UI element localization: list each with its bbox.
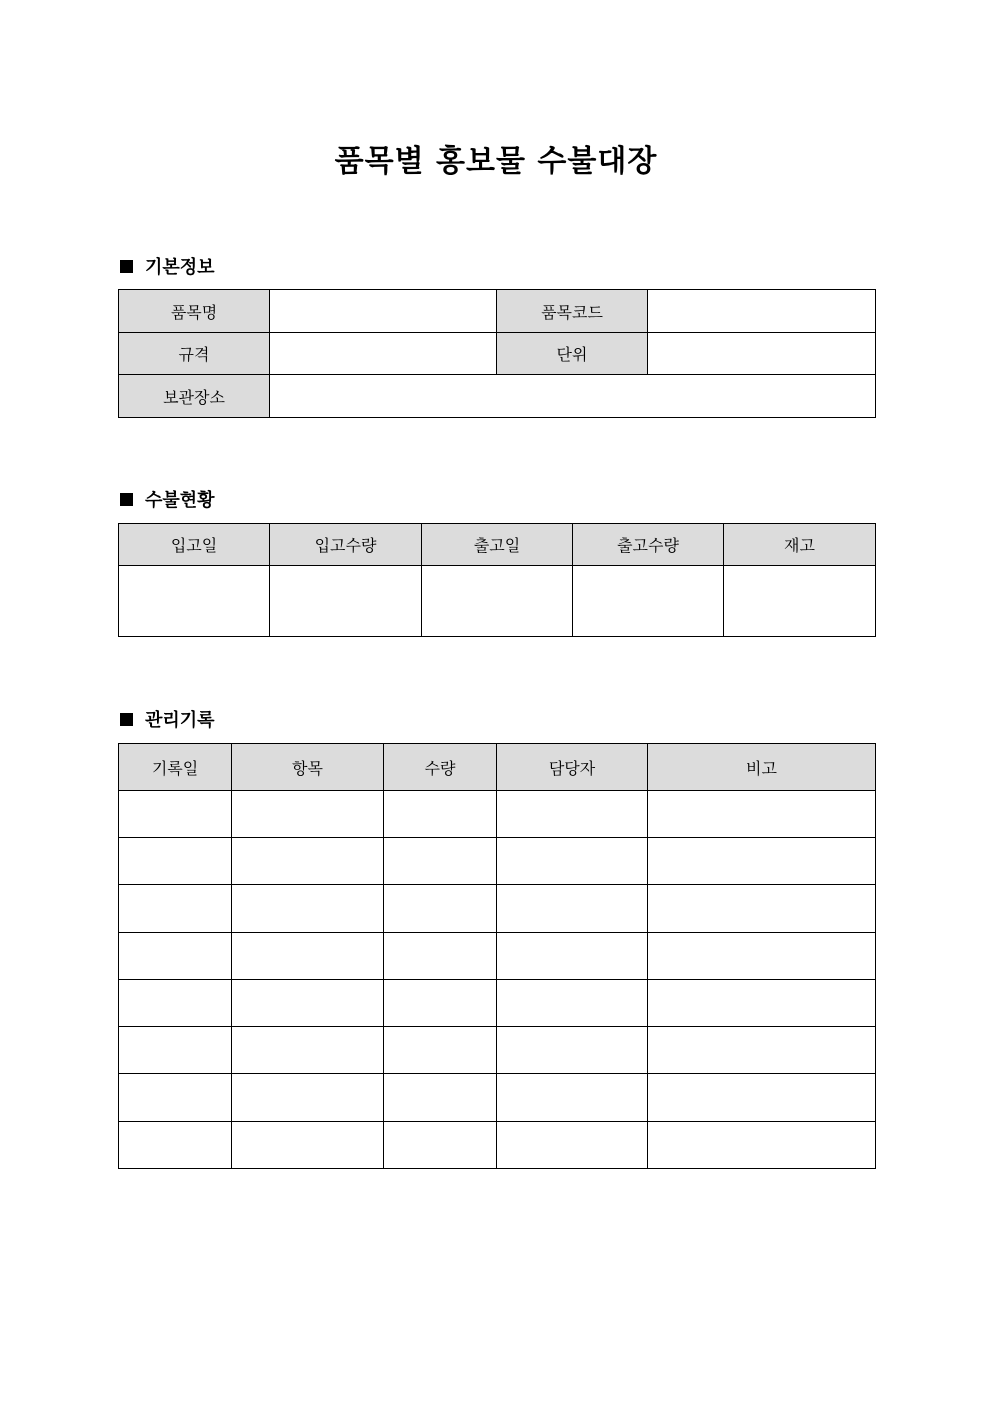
stock-cell[interactable] xyxy=(724,566,876,637)
item-cell[interactable] xyxy=(232,980,384,1027)
record-date-cell[interactable] xyxy=(119,933,232,980)
page-title: 품목별 홍보물 수불대장 xyxy=(334,144,658,179)
table-row xyxy=(119,1122,876,1169)
table-row xyxy=(119,566,876,637)
quantity-cell[interactable] xyxy=(384,1074,497,1122)
table-row xyxy=(119,933,876,980)
in-date-cell[interactable] xyxy=(119,566,270,637)
record-date-cell[interactable] xyxy=(119,1074,232,1122)
column-header-out-date: 출고일 xyxy=(422,524,573,566)
unit-label: 단위 xyxy=(497,333,648,375)
item-code-label: 품목코드 xyxy=(497,290,648,333)
manager-cell[interactable] xyxy=(497,1027,648,1074)
section-heading-basic-info xyxy=(120,253,215,279)
section-heading-inout-status xyxy=(120,486,215,512)
item-cell[interactable] xyxy=(232,1027,384,1074)
remarks-cell[interactable] xyxy=(648,1122,876,1169)
column-header-in-qty: 입고수량 xyxy=(270,524,422,566)
in-qty-cell[interactable] xyxy=(270,566,422,637)
remarks-cell[interactable] xyxy=(648,1027,876,1074)
item-cell[interactable] xyxy=(232,933,384,980)
square-bullet-icon xyxy=(120,260,133,273)
quantity-cell[interactable] xyxy=(384,933,497,980)
column-header-remarks: 비고 xyxy=(648,744,876,791)
quantity-cell[interactable] xyxy=(384,1122,497,1169)
spec-label: 규격 xyxy=(119,333,270,375)
out-date-cell[interactable] xyxy=(422,566,573,637)
quantity-cell[interactable] xyxy=(384,791,497,838)
manager-cell[interactable] xyxy=(497,1122,648,1169)
remarks-cell[interactable] xyxy=(648,933,876,980)
column-header-manager: 담당자 xyxy=(497,744,648,791)
manager-cell[interactable] xyxy=(497,980,648,1027)
quantity-cell[interactable] xyxy=(384,885,497,933)
management-log-table xyxy=(118,743,876,1169)
record-date-cell[interactable] xyxy=(119,1122,232,1169)
manager-cell[interactable] xyxy=(497,885,648,933)
column-header-stock: 재고 xyxy=(724,524,876,566)
item-cell[interactable] xyxy=(232,1074,384,1122)
table-row xyxy=(119,885,876,933)
record-date-cell[interactable] xyxy=(119,791,232,838)
storage-field[interactable] xyxy=(270,375,876,418)
spec-field[interactable] xyxy=(270,333,497,375)
table-row xyxy=(119,333,876,375)
section-heading-label: 기본정보 xyxy=(145,257,215,278)
column-header-out-qty: 출고수량 xyxy=(573,524,724,566)
table-row xyxy=(119,1074,876,1122)
section-heading-label: 수불현황 xyxy=(145,490,215,511)
inout-status-table xyxy=(118,523,876,637)
quantity-cell[interactable] xyxy=(384,838,497,885)
quantity-cell[interactable] xyxy=(384,980,497,1027)
remarks-cell[interactable] xyxy=(648,791,876,838)
record-date-cell[interactable] xyxy=(119,838,232,885)
item-code-field[interactable] xyxy=(648,290,876,333)
column-header-quantity: 수량 xyxy=(384,744,497,791)
square-bullet-icon xyxy=(120,493,133,506)
item-name-field[interactable] xyxy=(270,290,497,333)
remarks-cell[interactable] xyxy=(648,838,876,885)
section-heading-management-log xyxy=(120,706,215,732)
manager-cell[interactable] xyxy=(497,838,648,885)
storage-label: 보관장소 xyxy=(119,375,270,418)
unit-field[interactable] xyxy=(648,333,876,375)
item-name-label: 품목명 xyxy=(119,290,270,333)
manager-cell[interactable] xyxy=(497,791,648,838)
record-date-cell[interactable] xyxy=(119,1027,232,1074)
column-header-item: 항목 xyxy=(232,744,384,791)
table-row xyxy=(119,375,876,418)
quantity-cell[interactable] xyxy=(384,1027,497,1074)
record-date-cell[interactable] xyxy=(119,980,232,1027)
remarks-cell[interactable] xyxy=(648,885,876,933)
table-row xyxy=(119,980,876,1027)
item-cell[interactable] xyxy=(232,791,384,838)
item-cell[interactable] xyxy=(232,1122,384,1169)
item-cell[interactable] xyxy=(232,838,384,885)
square-bullet-icon xyxy=(120,713,133,726)
column-header-record-date: 기록일 xyxy=(119,744,232,791)
column-header-in-date: 입고일 xyxy=(119,524,270,566)
manager-cell[interactable] xyxy=(497,933,648,980)
table-row xyxy=(119,838,876,885)
section-heading-label: 관리기록 xyxy=(145,710,215,731)
table-header-row xyxy=(119,744,876,791)
basic-info-table xyxy=(118,289,876,418)
out-qty-cell[interactable] xyxy=(573,566,724,637)
record-date-cell[interactable] xyxy=(119,885,232,933)
table-row xyxy=(119,1027,876,1074)
table-row xyxy=(119,791,876,838)
item-cell[interactable] xyxy=(232,885,384,933)
table-row xyxy=(119,290,876,333)
manager-cell[interactable] xyxy=(497,1074,648,1122)
remarks-cell[interactable] xyxy=(648,980,876,1027)
table-header-row xyxy=(119,524,876,566)
remarks-cell[interactable] xyxy=(648,1074,876,1122)
